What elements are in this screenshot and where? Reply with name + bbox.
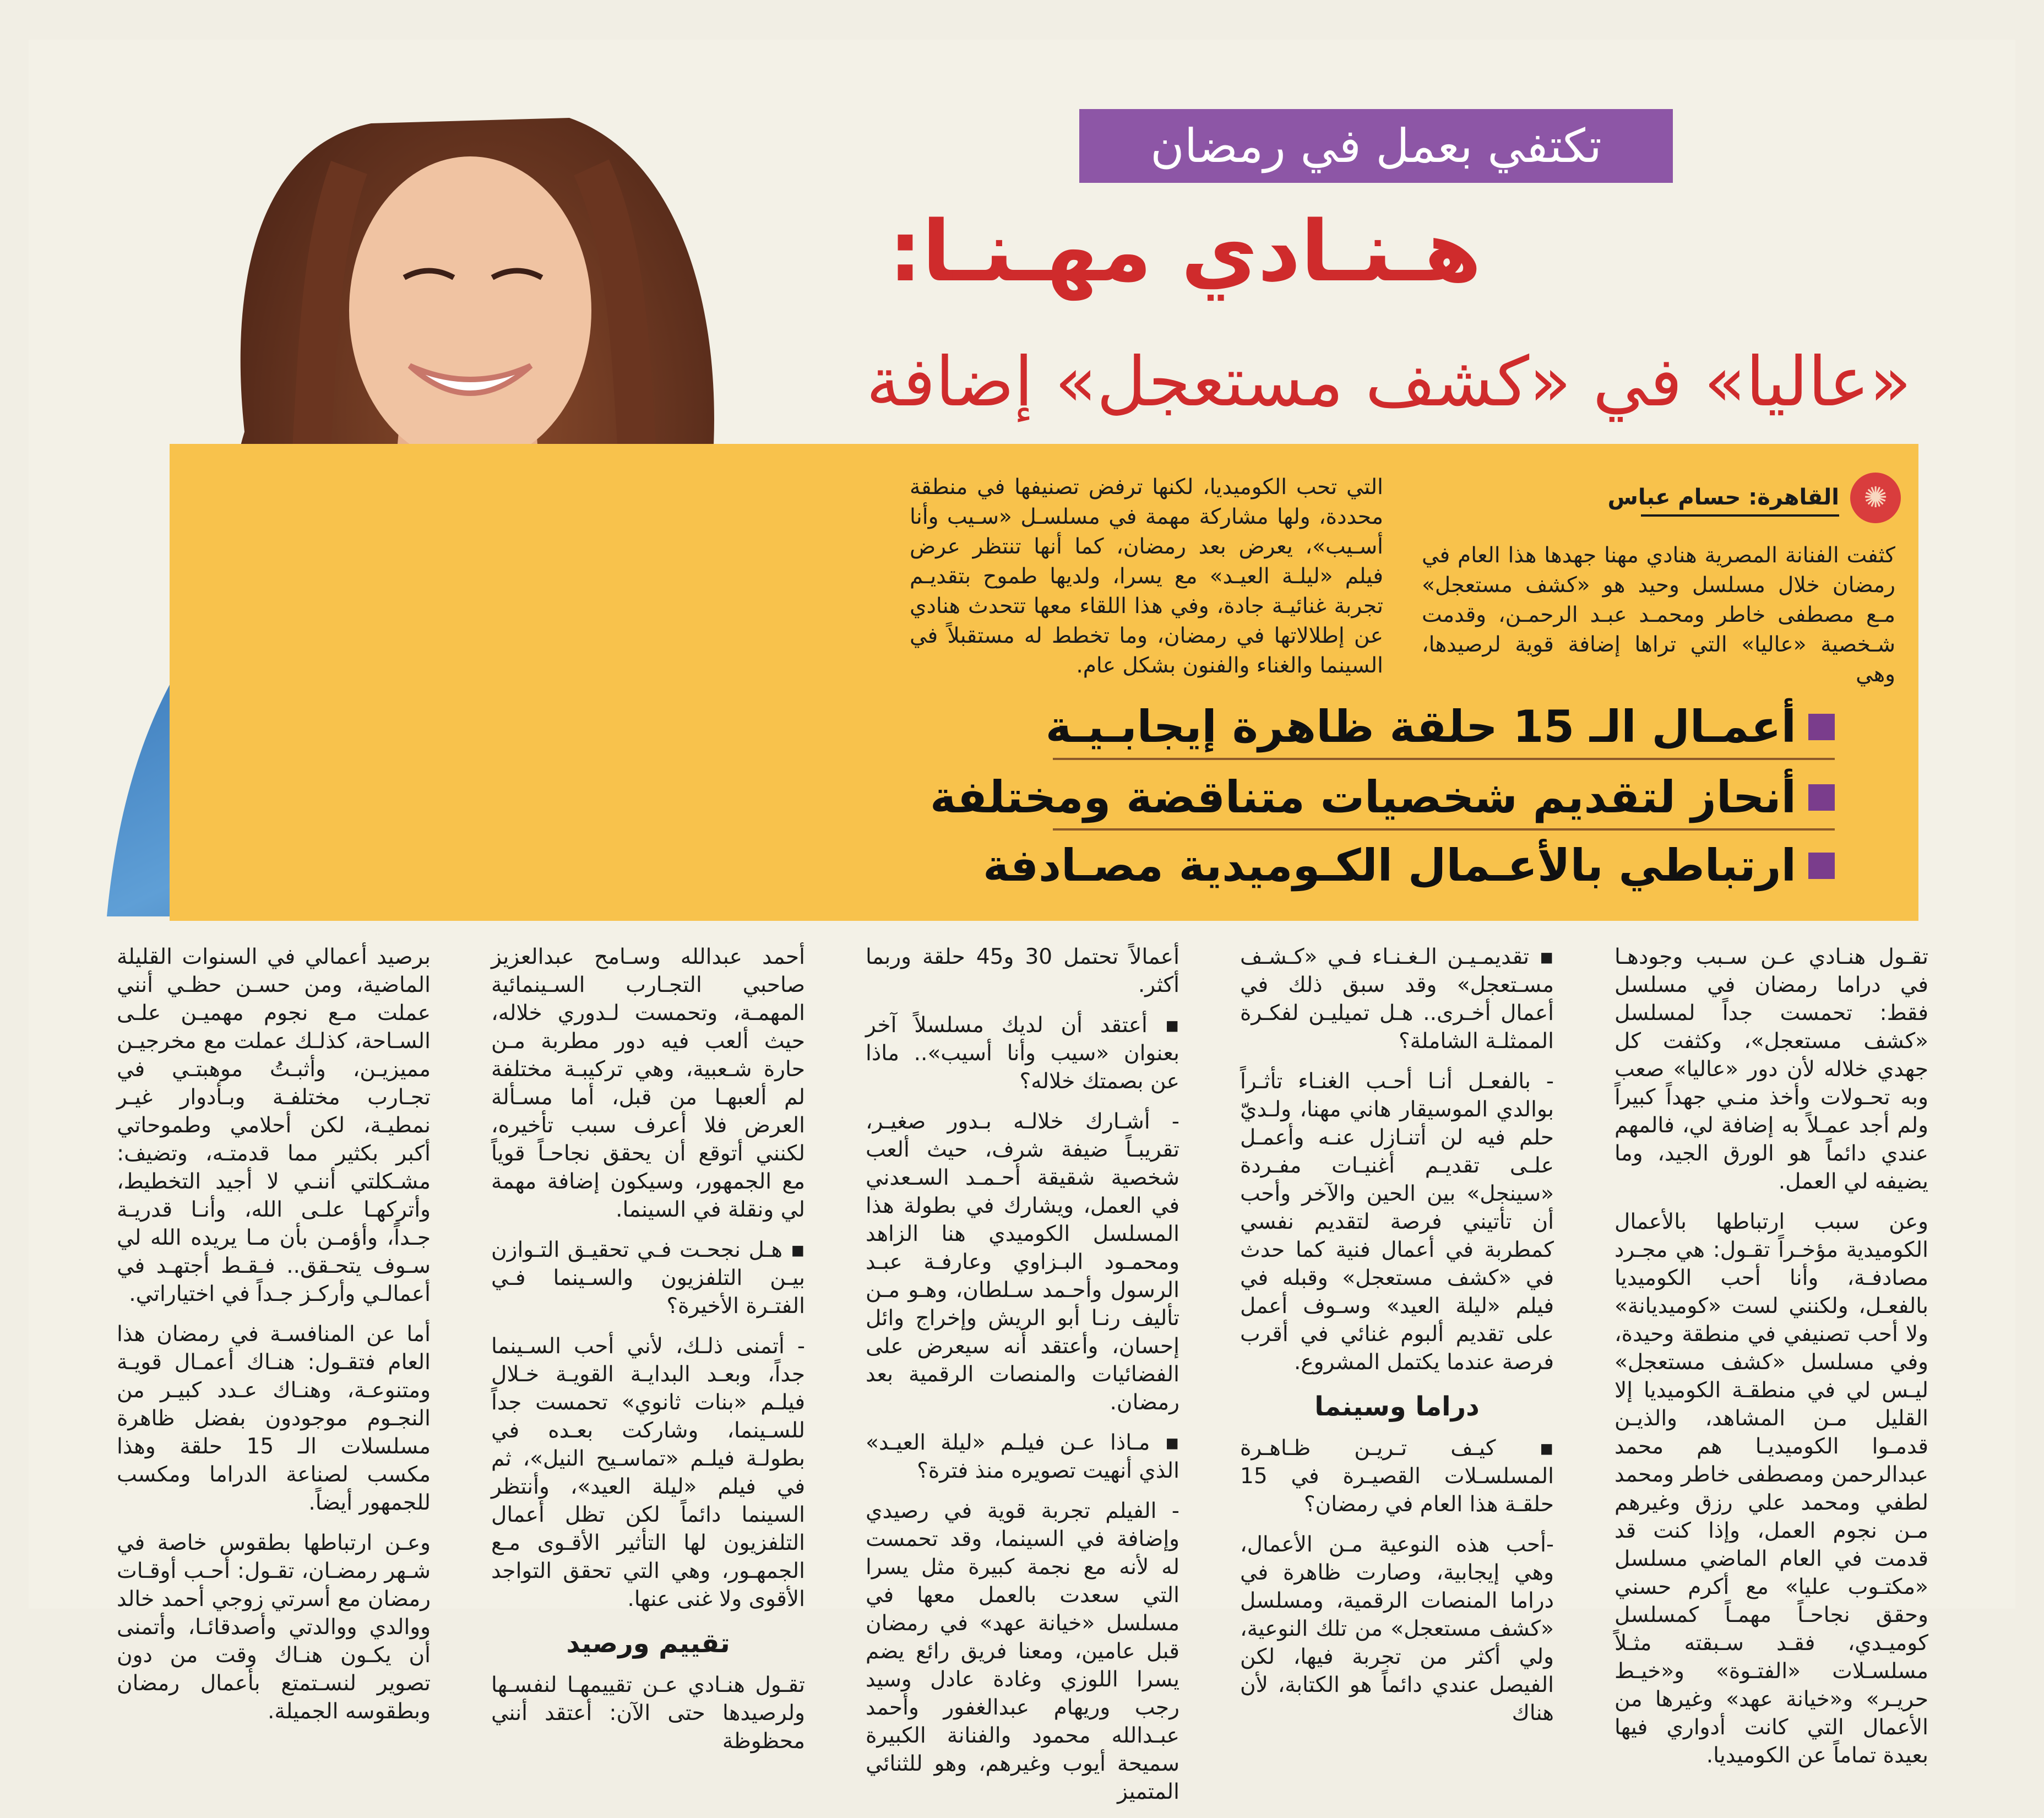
- section-heading: دراما وسينما: [1314, 1391, 1480, 1422]
- intro-text-left: التي تحب الكوميديا، لكنها ترفض تصنيفها في منطقة محددة، ولها مشاركة مهمة في مسلسـل «سـيب وأنا أسـيب»، يعرض بعد رمضان، كما أنها تنتظر عرض فيلم «ليلـة العيـد» مع يسرا، ولديها طموح بتقديـم تجربة غنائيـة جادة، وفي هذا اللقاء معها تتحدث هنادي عن إطلالاتها في رمضان، وما تخطط له مستقبلاً في السينما والغناء والفنون بشكل عام.: [910, 475, 1383, 678]
- kicker-banner: تكتفي بعمل في رمضان: [1079, 109, 1673, 183]
- headline: هـنـادي مهـنـا:: [888, 203, 1482, 300]
- highlight-item: أنحاز لتقديم شخصيات متناقضة ومختلفة: [1053, 770, 1835, 831]
- section-heading: تقييم ورصيد: [566, 1628, 730, 1659]
- intro-text-right: كثفت الفنانة المصرية هنادي مهنا جهدها هذا العام في رمضان خلال مسلسل وحيد هو «كشف مستعجل» مـع مصطفى خاطر ومحمـد عبـد الرحمـن، وقدمت شـخصية «عاليا» التي تراها إضافة قوية لرصيدها، وهي: [1422, 543, 1895, 687]
- magazine-page: [29, 40, 2015, 1804]
- byline-rule: [1641, 514, 1839, 517]
- square-bullet-icon: [1808, 714, 1835, 740]
- subhead: «عاليا» في «كشف مستعجل» إضافة: [866, 343, 1912, 422]
- byline: [1607, 473, 1901, 522]
- square-bullet-icon: [1808, 784, 1835, 811]
- highlight-item: ارتباطي بالأعـمال الكـوميدية مصـادفة: [1053, 838, 1835, 899]
- article-column-4: أحمد عبدالله وسـامح عبدالعزيز صاحبي التجـارب السـينمائية المهمـة، وتحمست لـدوري خلاله، حيث ألعب فيه دور مطربة مـن حارة شـعبية، وهي تركيبـة مختلفة لم ألعبهـا من قبل، أما مسـألة العرض فلا أعرف سبب تأخيره، لكنني أتوقع أن يحقق نجاحـاً قوياً مع الجمهور، وسيكون إضافة مهمة لي ونقلة في السينما. ▪ هـل نجحـت فـي تحقيـق التـوازن بيـن التلفزيون والسـينما فـي الفتـرة الأخيرة؟ - أتمنى ذلـك، لأني أحب السـينما جداً، وبعـد البدايـة القويـة خـلال فيلـم «بنات ثانوي» تحمست جداً للسـينما، وشاركت بعـده في بطولـة فيلـم «تماسـيح النيل»، ثم في فيلم «ليلة العيد»، وأنتظر السينما دائماً لكن تظل أعمال التلفزيون لها التأثير الأقـوى مـع الجمهـور، وهي التي تحقق التواجد الأقوى ولا غنى عنها. تقييم ورصيد تقـول هنـادي عـن تقييمهـا لنفسـها ولرصيدها حتى الآن: أعتقد أنني محظوظة: [491, 945, 805, 1754]
- article-column-1: تقـول هنـادي عـن سـبب وجودهـا في دراما رمضان في مسلسل فقط: تحمست جداً لمسلسل «كشف مستعجل»، وكثفت كل جهدي خلاله لأن دور «عاليا» صعب وبه تحـولات وأخذ منـي جهداً كبيراً ولم أجد عمـلاً به إضافة لي، فالمهم عندي دائماً هو الورق الجيد، وما يضيفه لي العمل. وعن سبب ارتباطها بالأعمال الكوميدية مؤخـراً تقـول: هي مجـرد مصادفـة، وأنا أحب الكوميديا بالفعـل، ولكنني لست «كوميديانة» ولا أحب تصنيفي في منطقة وحيدة، وفي مسلسل «كشف مستعجل» ليـس لي في منطقـة الكوميديا إلا القليل مـن المشاهد، والذيـن قدمـوا الكوميديـا هم محمد عبدالرحمن ومصطفى خاطر ومحمد لطفي ومحمد علي رزق وغيرهم مـن نجوم العمل، وإذا كنت قد قدمت في العام الماضي مسلسل «مكتـوب عليا» مع أكرم حسني وحقق نجاحـاً مهمـاً كمسلسل كوميـدي، فقـد سـبقته مثـلاً مسلسـلات «الفتـوة» و«خيـط حريـر» و«خيانة عهد» وغيرها من الأعمال التي كانت أدواري فيها بعيدة تماماً عن الكوميديا.: [1614, 945, 1928, 1768]
- article-column-5: برصيد أعمالي في السنوات القليلة الماضية، ومن حسـن حظـي أنني عملت مـع نجوم مهميـن علـى السـاحة، كذلـك عملت مع مخرجيـن مميزيـن، وأثبـتُ موهبتـي في تجـارب مختلفـة وبـأدوار غيـر نمطيـة، لكن أحلامي وطموحاتي أكبر بكثير مما قدمتـه، وتضيف: مشـكلتي أننـي لا أجيد التخطيط، وأتركهـا علـى الله، وأنـا قدريـة جـداً، وأؤمـن بأن مـا يريده الله لي سـوف يتحـقق.. فـقـط أجتهـد في أعمالـي وأركـز جـداً في اختياراتي. أما عن المنافسـة في رمضان هذا العام فتقـول: هنـاك أعمـال قويـة ومتنوعـة، وهنـاك عـدد كبيـر من النجـوم موجودون بفضل ظاهرة مسلسلات الـ 15 حلقة وهذا مكسب لصناعة الدراما ومكسب للجمهور أيضاً. وعـن ارتباطها بطقوس خاصة في شـهر رمضـان، تقـول: أحـب أوقـات رمضان مع أسرتي زوجي أحمد خالد ووالدي ووالدتي وأصدقائـا، وأتمنى أن يكـون هنـاك وقت من دون تصوير لنسـتمتع بأعمال رمضان وبطقوسه الجميلة.: [117, 945, 431, 1724]
- byline-text: القاهرة: حسام عباس: [1607, 485, 1839, 510]
- square-bullet-icon: [1808, 853, 1835, 879]
- highlight-item: أعمـال الـ 15 حلقة ظاهرة إيجابـيـة: [1053, 699, 1835, 760]
- article-column-3: أعمالاً تحتمل 30 و45 حلقة وربما أكثر. ▪ أعتقد أن لديك مسلسلاً آخر بعنوان «سيب وأنا أسيب».. ماذا عن بصمتك خلاله؟ - أشـارك خلالـه بـدور صغيـر، تقريبـاً ضيفة شرف، حيث ألعب شخصية شقيقة أحـمـد السـعدني في العمل، ويشارك في بطولة هذا المسلسل الكوميدي هنا الزاهد ومحمـود البـزاوي وعارفـة عبـد الرسول وأحـمد سـلطان، وهـو مـن تأليف رنـا أبو الريش وإخراج وائل إحسان، وأعتقد أنه سيعرض على الفضائيات والمنصات الرقمية بعد رمضان. ▪ مـاذا عـن فيلـم «ليلة العيـد» الذي أنهيت تصويره منذ فترة؟ - الفيلم تجربة قوية في رصيدي وإضافة في السينما، وقد تحمست له لأنه مع نجمة كبيرة مثل يسرا التي سعدت بالعمل معها في مسلسل «خيانة عهد» في رمضان قبل عامين، ومعنا فريق رائع يضم يسرا اللوزي وغادة عادل وسيد رجب وريهام عبدالغفور وأحمد عبـدالله محمود والفنانة الكبيرة سميحة أيوب وغيرهم، وهو للثنائي المتميز: [866, 945, 1180, 1804]
- globe-badge-icon: ✺: [1850, 473, 1901, 523]
- article-column-2: ▪ تقديمـيـن الـغـنـاء فـي «كـشـف مسـتعجل» وقد سبق ذلك في أعمال أخـرى.. هـل تميليـن لفكـرة الممثلـة الشاملة؟ - بالفعـل أنـا أحـب الغنـاء تأثـراً بوالدي الموسيقار هاني مهنا، ولـديّ حلم فيه لن أتنـازل عنـه وأعمـل علـى تقديـم أغنيـات مفـردة «سينجل» بين الحين والآخر وأحب أن تأتيني فرصة لتقديم نفسي كمطربة في أعمال فنية كما حدث في «كشف مستعجل» وقبله في فيلم «ليلة العيد» وسـوف أعمل على تقديم ألبوم غنائي في أقرب فرصة عندما يكتمل المشروع. دراما وسينما ▪ كيـف تـريـن ظـاهـرة المسلسـلات القصيـرة في 15 حلقـة هذا العام في رمضان؟ -أحب هذه النوعية مـن الأعمال، وهي إيجابية، وصارت ظاهرة في دراما المنصات الرقمية، ومسلسل «كشف مستعجل» من تلك النوعية، ولي أكثر من تجربة فيها، لكن الفيصل عندي دائماً هو الكتابة، لأن هناك: [1240, 945, 1554, 1725]
